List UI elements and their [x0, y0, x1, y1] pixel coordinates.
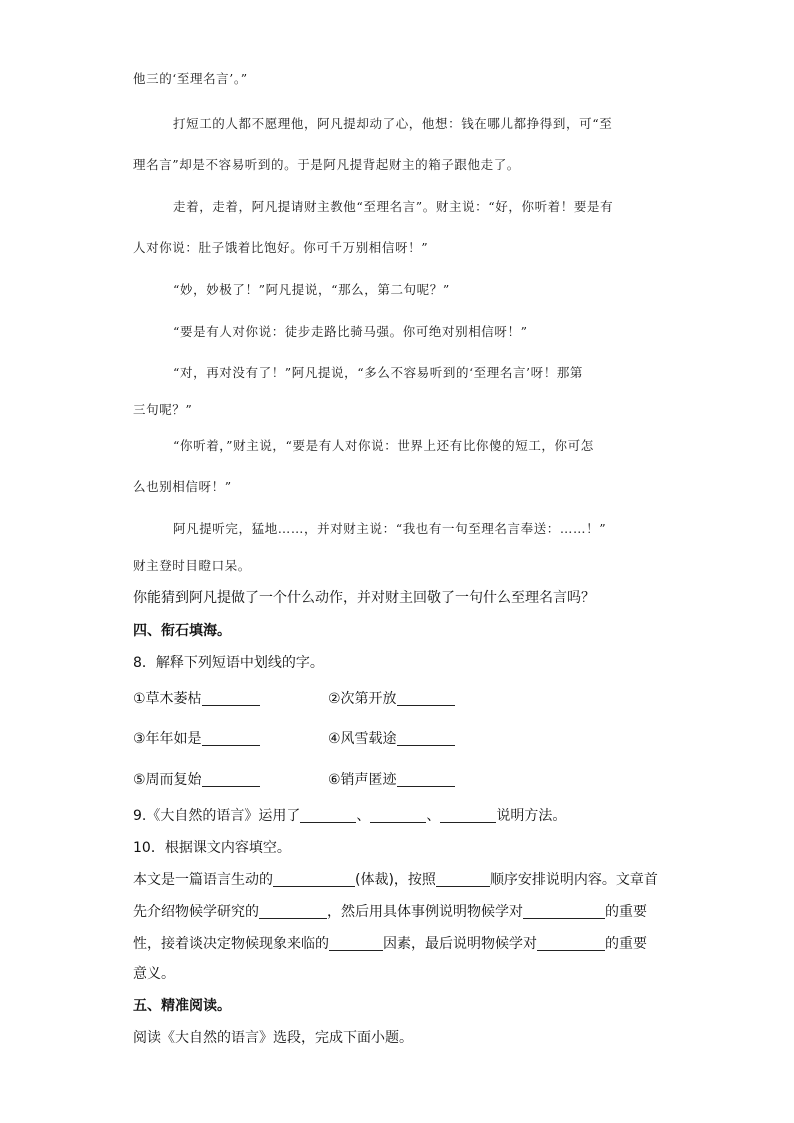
- q9-prefix: 9.《大自然的语言》运用了: [133, 808, 301, 824]
- story-line: 三句呢？”: [133, 402, 193, 417]
- story-line: 打短工的人都不愿理他，阿凡提却动了心，他想：钱在哪儿都挣得到，可“至: [173, 116, 613, 131]
- q10-line: [133, 869, 658, 889]
- answer-blank[interactable]: [329, 936, 383, 951]
- answer-blank[interactable]: [202, 691, 260, 706]
- answer-blank[interactable]: [440, 808, 496, 823]
- story-line: “对，再对没有了！”阿凡提说，“多么不容易听到的‘至理名言’呀！那第: [173, 365, 584, 380]
- reading-prompt: 阅读《大自然的语言》选段，完成下面小题。: [133, 1030, 413, 1046]
- q8-item-label: ②次第开放: [328, 691, 397, 707]
- q8-item-label: ④风雪载途: [328, 731, 397, 747]
- question-9: [133, 805, 566, 825]
- question-7: 你能猜到阿凡提做了一个什么动作，并对财主回敬了一句什么至理名言吗？: [133, 590, 595, 606]
- story-line: 财主登时目瞪口呆。: [133, 558, 251, 573]
- q8-item: [328, 728, 455, 748]
- answer-blank[interactable]: [436, 872, 490, 887]
- q10-text: 本文是一篇语言生动的: [133, 872, 273, 888]
- q10-text: 顺序安排说明内容。文章首: [489, 872, 658, 888]
- answer-blank[interactable]: [537, 936, 605, 951]
- story-line: “你听着，”财主说，“要是有人对你说：世界上还有比你傻的短工，你可怎: [173, 438, 594, 453]
- q10-text: (体裁)，按照: [355, 872, 436, 888]
- q10-text: ，然后用具体事例说明物候学对: [327, 904, 523, 920]
- story-line: 理名言”却是不容易听到的。于是阿凡提背起财主的箱子跟他走了。: [133, 157, 520, 172]
- answer-blank[interactable]: [523, 904, 605, 919]
- q10-line: 意义。: [133, 966, 175, 982]
- section-5-heading: 五、精准阅读。: [133, 998, 231, 1014]
- story-line: 么也别相信呀！”: [133, 479, 232, 494]
- q8-item: [133, 769, 260, 789]
- q10-line: [133, 933, 647, 953]
- story-line: “妙，妙极了！”阿凡提说，“那么，第二句呢？”: [173, 282, 450, 297]
- answer-blank[interactable]: [259, 904, 327, 919]
- q8-item-label: ⑤周而复始: [133, 772, 202, 788]
- story-line: 阿凡提听完，猛地……，并对财主说：“我也有一句至理名言奉送：……！”: [173, 521, 607, 536]
- q9-separator: 、: [356, 808, 371, 824]
- answer-blank[interactable]: [273, 872, 355, 887]
- q10-text: 的重要: [605, 936, 647, 952]
- question-10-prompt: 10．根据课文内容填空。: [133, 840, 291, 856]
- q8-item-label: ①草木萎枯: [133, 691, 202, 707]
- q10-line: [133, 901, 647, 921]
- q10-text: 先介绍物候学研究的: [133, 904, 259, 920]
- story-line: 他三的‘至理名言’。”: [133, 71, 248, 86]
- q8-item: [133, 688, 260, 708]
- q8-item: [328, 688, 455, 708]
- story-line: 走着，走着，阿凡提请财主教他“至理名言”。财主说：“好，你听着！要是有: [173, 199, 614, 214]
- answer-blank[interactable]: [202, 731, 260, 746]
- q8-item: [328, 769, 455, 789]
- answer-blank[interactable]: [300, 808, 356, 823]
- answer-blank[interactable]: [202, 772, 260, 787]
- answer-blank[interactable]: [397, 731, 455, 746]
- answer-blank[interactable]: [397, 772, 455, 787]
- story-line: “要是有人对你说：徒步走路比骑马强。你可绝对别相信呀！”: [173, 324, 528, 339]
- answer-blank[interactable]: [397, 691, 455, 706]
- story-line: 人对你说：肚子饿着比饱好。你可千万别相信呀！”: [133, 240, 429, 255]
- q8-item-label: ⑥销声匿迹: [328, 772, 397, 788]
- answer-blank[interactable]: [370, 808, 426, 823]
- q10-text: 的重要: [605, 904, 647, 920]
- q10-text: 因素，最后说明物候学对: [383, 936, 537, 952]
- q9-suffix: 说明方法。: [496, 808, 567, 824]
- question-8-prompt: 8．解释下列短语中划线的字。: [133, 655, 324, 671]
- q10-text: 性，接着谈决定物候现象来临的: [133, 936, 329, 952]
- section-4-heading: 四、衔石填海。: [133, 623, 231, 639]
- q8-item-label: ③年年如是: [133, 731, 202, 747]
- q8-item: [133, 728, 260, 748]
- q9-separator: 、: [426, 808, 441, 824]
